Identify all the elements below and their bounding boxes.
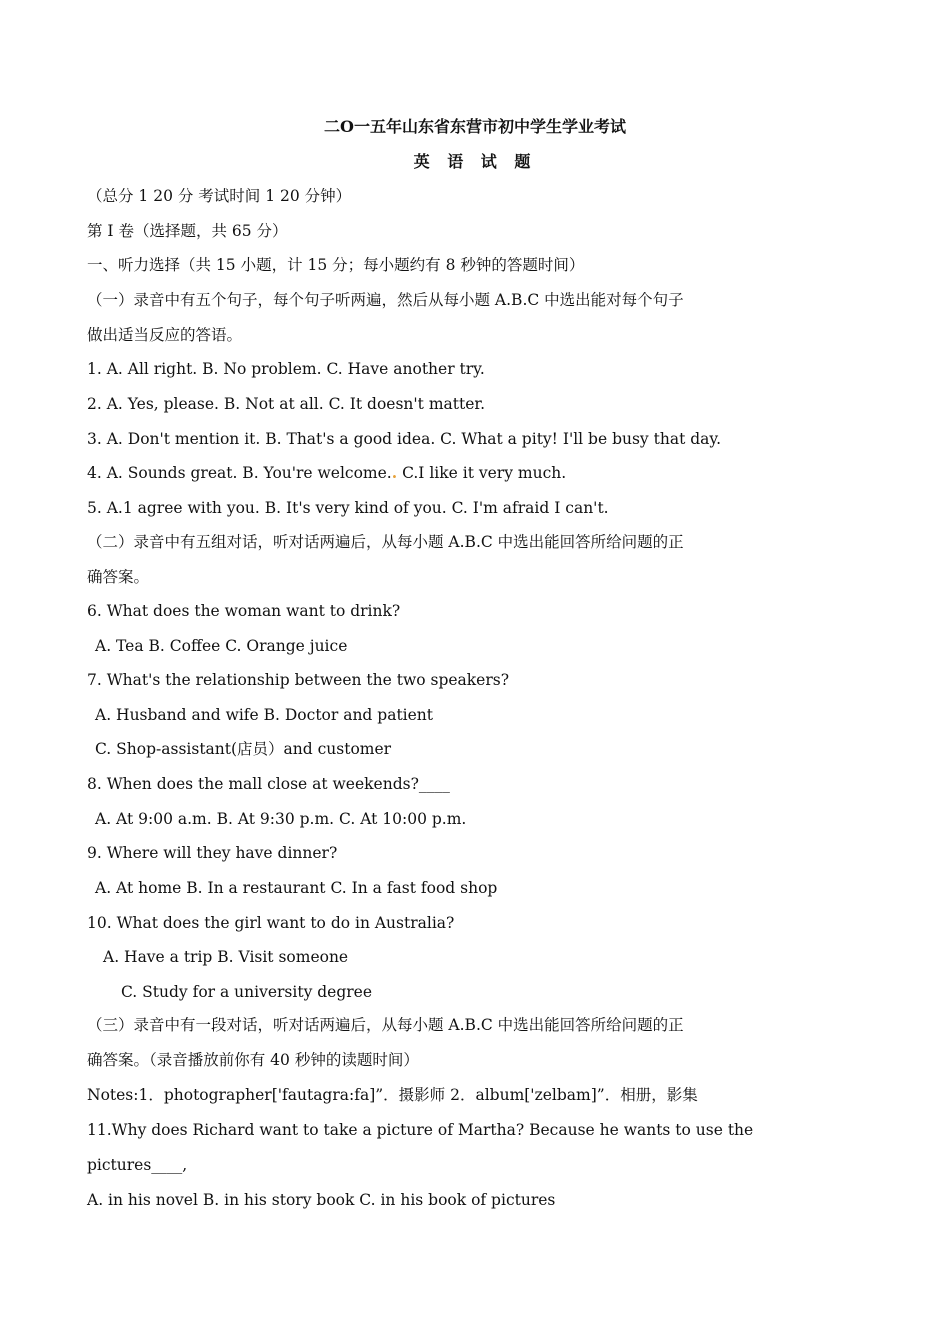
instruction-line: 做出适当反应的答语。 (87, 326, 243, 344)
question-line: 8. When does the mall close at weekends?____ (87, 775, 450, 793)
question-line: 1. A. All right. B. No problem. C. Have another try. (87, 360, 485, 378)
part-heading: 一、听力选择（共 15 小题，计 15 分；每小题约有 8 秒钟的答题时间） (87, 256, 585, 274)
question-text: C.I like it very much. (397, 464, 567, 482)
options-line: A. Tea B. Coffee C. Orange juice (95, 637, 348, 655)
question-line (87, 463, 566, 483)
exam-subtitle: 英 语 试 题 (413, 152, 537, 171)
instruction-line: 确答案。（录音播放前你有 40 秒钟的读题时间） (87, 1051, 419, 1069)
instruction-line: （三）录音中有一段对话，听对话两遍后，从每小题 A.B.C 中选出能回答所给问题的正 (87, 1016, 684, 1034)
question-line: 2. A. Yes, please. B. Not at all. C. It doesn't matter. (87, 395, 486, 413)
question-line: 6. What does the woman want to drink? (87, 602, 401, 620)
question-line: 3. A. Don't mention it. B. That's a good idea. C. What a pity! I'll be busy that day. (87, 430, 722, 448)
question-line: 10. What does the girl want to do in Australia? (87, 914, 455, 932)
question-text: 4. A. Sounds great. B. You're welcome. (87, 464, 392, 482)
orange-dot-mark: . (391, 463, 398, 482)
instruction-line: （一）录音中有五个句子，每个句子听两遍，然后从每小题 A.B.C 中选出能对每个句子 (87, 291, 684, 309)
question-line: pictures____, (87, 1156, 188, 1174)
options-line: A. Have a trip B. Visit someone (103, 948, 349, 966)
options-line: C. Study for a university degree (121, 983, 373, 1001)
question-line: 5. A.1 agree with you. B. It's very kind of you. C. I'm afraid I can't. (87, 499, 609, 517)
question-line: 7. What's the relationship between the two speakers? (87, 671, 510, 689)
options-line: A. At 9:00 a.m. B. At 9:30 p.m. C. At 10:00 p.m. (95, 810, 467, 828)
question-line: 11.Why does Richard want to take a picture of Martha? Because he wants to use the (87, 1121, 754, 1139)
exam-info-line: （总分 1 20 分 考试时间 1 20 分钟） (87, 187, 352, 205)
exam-title: 二O一五年山东省东营市初中学生学业考试 (324, 117, 626, 136)
notes-line: Notes:1．photographer['fautagra:fa]”．摄影师 2．album['zelbam]”．相册，影集 (87, 1086, 698, 1104)
question-line: 9. Where will they have dinner? (87, 844, 338, 862)
options-line: A. in his novel B. in his story book C. in his book of pictures (87, 1191, 556, 1209)
options-line: A. At home B. In a restaurant C. In a fast food shop (95, 879, 498, 897)
instruction-line: 确答案。 (87, 568, 150, 586)
options-line: C. Shop-assistant(店员）and customer (95, 740, 392, 758)
section-heading: 第 I 卷（选择题，共 65 分） (87, 222, 288, 240)
options-line: A. Husband and wife B. Doctor and patient (95, 706, 434, 724)
instruction-line: （二）录音中有五组对话，听对话两遍后，从每小题 A.B.C 中选出能回答所给问题的正 (87, 533, 684, 551)
